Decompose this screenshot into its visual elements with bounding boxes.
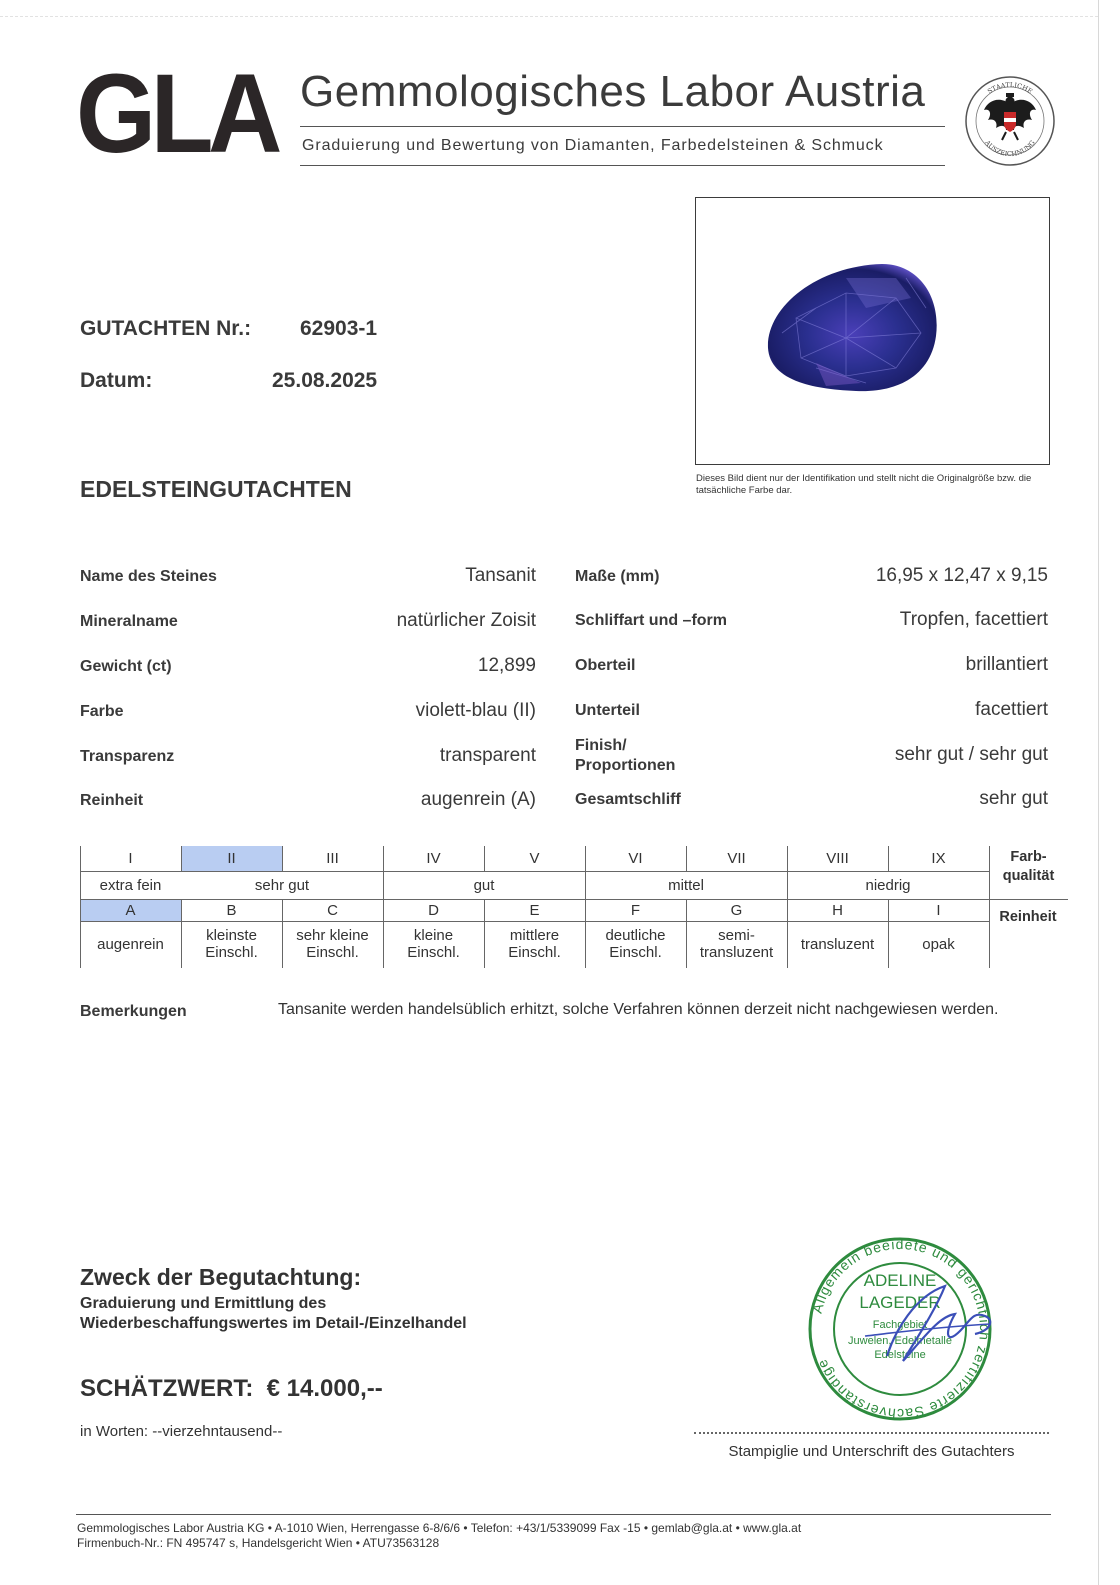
clarity-grade-cell: C bbox=[327, 902, 338, 919]
header-rule-top bbox=[300, 126, 945, 127]
photo-caption: Dieses Bild dient nur der Identifikation und stellt nicht die Originalgröße bzw. die tatsächliche Farbe dar. bbox=[696, 473, 1032, 496]
valuation-label: SCHÄTZWERT: bbox=[80, 1375, 254, 1402]
signature-line bbox=[694, 1432, 1049, 1434]
expert-stamp-icon bbox=[795, 1236, 1005, 1422]
footer-address: Gemmologisches Labor Austria KG • A-1010 Wien, Herrengasse 6-8/6/6 • Telefon: +43/1/5339099 Fax -15 • gemlab@gla.at • www.gla.at bbox=[77, 1521, 802, 1535]
clarity-grade-cell: D bbox=[428, 902, 439, 919]
detail-label-overall-cut: Gesamtschliff bbox=[575, 791, 681, 808]
clarity-desc-cell: semi- transluzent bbox=[699, 927, 774, 961]
clarity-desc-cell: augenrein bbox=[97, 935, 164, 953]
detail-value-dimensions: 16,95 x 12,47 x 9,15 bbox=[875, 565, 1048, 586]
table-rule bbox=[282, 900, 283, 968]
table-rule bbox=[80, 899, 989, 900]
detail-label-pavilion: Unterteil bbox=[575, 702, 640, 719]
table-rule bbox=[787, 846, 788, 968]
valuation-value: € 14.000,-- bbox=[266, 1375, 383, 1402]
table-rule bbox=[989, 846, 990, 968]
detail-label-cut-shape: Schliffart und –form bbox=[575, 612, 728, 629]
footer-rule bbox=[76, 1514, 1051, 1515]
detail-label-name: Name des Steines bbox=[80, 568, 217, 585]
table-rule bbox=[989, 899, 1068, 900]
table-rule bbox=[181, 900, 182, 968]
datum-label: Datum: bbox=[80, 369, 153, 392]
detail-value-color: violett-blau (II) bbox=[415, 700, 536, 721]
svg-text:ADELINE: ADELINE bbox=[863, 1271, 937, 1290]
remarks-text: Tansanite werden handelsüblich erhitzt, solche Verfahren können derzeit nicht nachgewiesen werden. bbox=[278, 1001, 999, 1018]
clarity-desc-cell: kleine Einschl. bbox=[407, 927, 460, 961]
color-group-cell: niedrig bbox=[865, 877, 911, 894]
svg-text:Juwelen, Edelmetalle: Juwelen, Edelmetalle bbox=[848, 1335, 952, 1347]
clarity-grade-cell: G bbox=[730, 902, 743, 919]
page-edge-top bbox=[0, 16, 1098, 18]
clarity-grade-cell: F bbox=[630, 902, 641, 919]
color-grade-cell: V bbox=[529, 850, 540, 867]
table-rule bbox=[383, 846, 384, 968]
valuation-words: in Worten: --vierzehntausend-- bbox=[80, 1423, 283, 1440]
detail-value-crown: brillantiert bbox=[965, 654, 1048, 675]
color-grade-cell: VII bbox=[727, 850, 746, 867]
detail-value-pavilion: facettiert bbox=[975, 699, 1048, 720]
purpose-text: Graduierung und Ermittlung des Wiederbeschaffungswertes im Detail-/Einzelhandel bbox=[80, 1295, 467, 1332]
color-group-cell: mittel bbox=[668, 877, 704, 894]
table-rule bbox=[686, 846, 687, 872]
table-rule bbox=[686, 900, 687, 968]
gutachten-number: 62903-1 bbox=[300, 317, 378, 340]
gla-logo: GLA bbox=[76, 51, 277, 176]
gemstone-photo bbox=[695, 197, 1050, 465]
svg-text:STAATLICHE: STAATLICHE bbox=[986, 80, 1034, 96]
detail-label-finish: Finish/ Proportionen bbox=[575, 737, 676, 774]
table-rule bbox=[80, 846, 81, 968]
table-rule bbox=[80, 871, 989, 872]
color-grade-cell: VIII bbox=[826, 850, 849, 867]
table-rule bbox=[484, 846, 485, 872]
color-quality-header: Farb- qualität bbox=[1002, 849, 1055, 884]
remarks-label: Bemerkungen bbox=[80, 1003, 187, 1020]
clarity-grade-cell: E bbox=[529, 902, 540, 919]
clarity-desc-cell: transluzent bbox=[800, 935, 875, 953]
color-group-cell: extra fein bbox=[99, 877, 162, 894]
detail-label-clarity: Reinheit bbox=[80, 792, 144, 809]
gutachten-label: GUTACHTEN Nr.: bbox=[80, 317, 252, 340]
footer-registry: Firmenbuch-Nr.: FN 495747 s, Handelsgericht Wien • ATU73563128 bbox=[77, 1536, 440, 1550]
table-rule bbox=[181, 846, 182, 872]
signature-caption: Stampiglie und Unterschrift des Gutachters bbox=[728, 1443, 1015, 1460]
datum-value: 25.08.2025 bbox=[272, 369, 378, 392]
color-group-cell: gut bbox=[473, 877, 495, 894]
clarity-grade-cell: H bbox=[832, 902, 843, 919]
table-rule bbox=[888, 900, 889, 968]
clarity-grade-cell-highlighted: A bbox=[80, 900, 181, 921]
detail-value-mineral: natürlicher Zoisit bbox=[396, 610, 536, 631]
table-rule bbox=[80, 921, 989, 922]
table-rule bbox=[888, 846, 889, 872]
color-grade-cell: I bbox=[128, 850, 133, 867]
detail-value-overall-cut: sehr gut bbox=[979, 788, 1048, 809]
detail-value-cut-shape: Tropfen, facettiert bbox=[899, 609, 1048, 630]
table-rule bbox=[282, 846, 283, 872]
table-rule bbox=[484, 900, 485, 968]
header-rule-bottom bbox=[300, 165, 945, 166]
purpose-title: Zweck der Begutachtung: bbox=[80, 1264, 362, 1290]
clarity-desc-cell: mittlere Einschl. bbox=[508, 927, 561, 961]
svg-text:Fachgebiet: Fachgebiet bbox=[872, 1319, 928, 1331]
detail-label-weight: Gewicht (ct) bbox=[80, 658, 172, 675]
svg-text:Edelsteine: Edelsteine bbox=[874, 1349, 926, 1361]
color-grade-cell: VI bbox=[628, 850, 643, 867]
lab-name: Gemmologisches Labor Austria bbox=[300, 67, 926, 116]
clarity-desc-cell: deutliche Einschl. bbox=[605, 927, 666, 961]
color-grade-cell-highlighted: II bbox=[181, 846, 282, 871]
tanzanite-gem-image bbox=[696, 198, 1048, 463]
svg-text:AUSZEICHNUNG: AUSZEICHNUNG bbox=[983, 138, 1037, 159]
detail-label-transparency: Transparenz bbox=[80, 748, 175, 765]
clarity-grade-cell: B bbox=[226, 902, 237, 919]
detail-value-weight: 12,899 bbox=[477, 655, 536, 676]
detail-label-mineral: Mineralname bbox=[80, 613, 178, 630]
detail-label-dimensions: Maße (mm) bbox=[575, 568, 660, 585]
document-title: EDELSTEINGUTACHTEN bbox=[80, 476, 352, 502]
color-group-cell: sehr gut bbox=[254, 877, 310, 894]
color-grade-cell: III bbox=[326, 850, 339, 867]
clarity-desc-cell: kleinste Einschl. bbox=[205, 927, 258, 961]
detail-value-transparency: transparent bbox=[439, 745, 536, 766]
detail-value-clarity: augenrein (A) bbox=[420, 789, 536, 810]
austrian-eagle-emblem-icon bbox=[964, 74, 1056, 168]
detail-label-crown: Oberteil bbox=[575, 657, 636, 674]
valuation bbox=[80, 1375, 383, 1403]
clarity-header: Reinheit bbox=[999, 909, 1057, 925]
detail-value-name: Tansanit bbox=[465, 565, 536, 586]
color-grade-cell: IX bbox=[931, 850, 946, 867]
detail-value-finish: sehr gut / sehr gut bbox=[894, 744, 1048, 765]
grading-table bbox=[80, 846, 1068, 968]
table-rule bbox=[585, 846, 586, 968]
detail-label-color: Farbe bbox=[80, 703, 124, 720]
color-grade-cell: IV bbox=[426, 850, 441, 867]
svg-text:Allgemein beeidete und gericht: Allgemein beeidete und gerichtlich zertifizierte Sachverständige bbox=[808, 1236, 994, 1422]
clarity-desc-cell: opak bbox=[922, 935, 955, 953]
clarity-grade-cell: I bbox=[936, 902, 941, 919]
page-edge-right bbox=[1098, 0, 1099, 1585]
svg-text:LAGEDER: LAGEDER bbox=[859, 1293, 941, 1312]
clarity-desc-cell: sehr kleine Einschl. bbox=[296, 927, 369, 961]
lab-subtitle: Graduierung und Bewertung von Diamanten, Farbedelsteinen & Schmuck bbox=[302, 137, 884, 154]
